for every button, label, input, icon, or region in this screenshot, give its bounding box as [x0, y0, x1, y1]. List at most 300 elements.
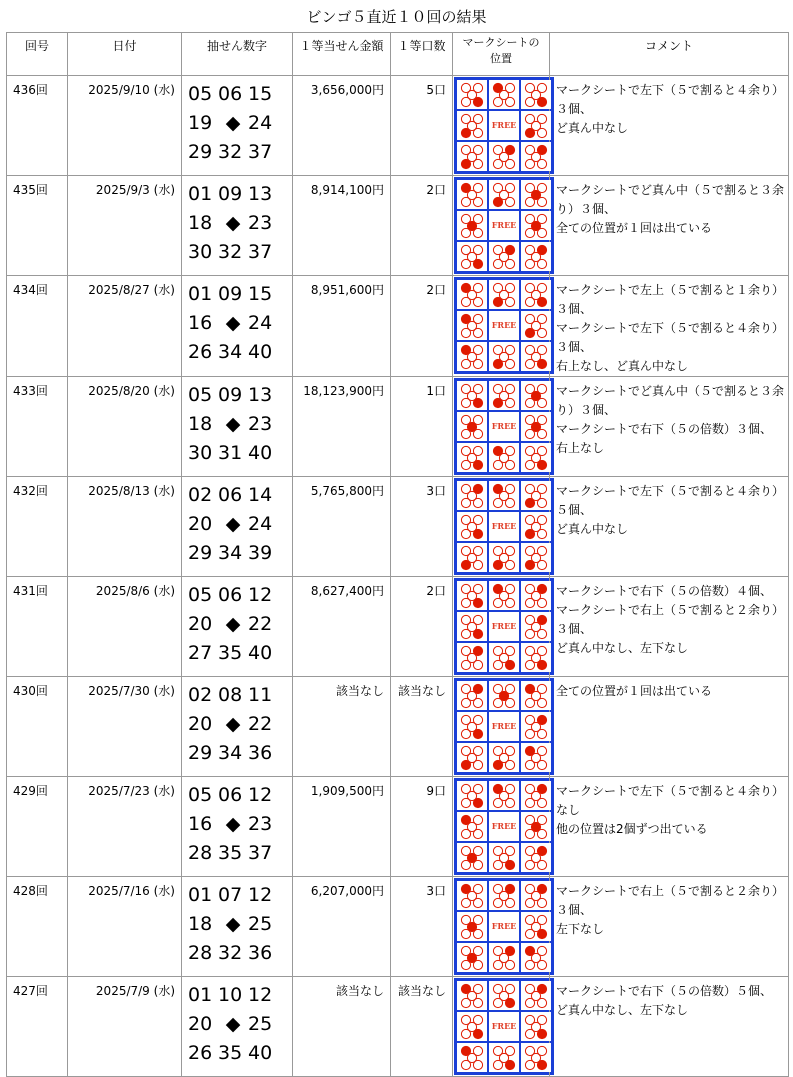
mark-empty: [537, 898, 546, 907]
comment: [550, 677, 789, 777]
prize-amount: 該当なし: [293, 977, 391, 1077]
comment: [550, 377, 789, 477]
mark-filled: [493, 398, 502, 407]
draw-date: 2025/7/9 (水): [68, 977, 182, 1077]
mark-pattern: [457, 681, 487, 710]
mark-pattern: [521, 812, 551, 841]
mark-empty: [505, 960, 514, 969]
mark-filled: [537, 97, 546, 106]
mark-pattern: [457, 311, 487, 340]
winner-count: 2口: [391, 176, 453, 276]
mark-empty: [537, 798, 546, 807]
drawn-numbers: [182, 76, 293, 176]
mark-pattern: [457, 981, 487, 1010]
mark-empty: [525, 960, 534, 969]
free-cell: FREE: [489, 1012, 519, 1041]
mark-cell: [457, 912, 487, 941]
mark-empty: [473, 898, 482, 907]
mark-pattern: [521, 543, 551, 572]
mark-empty: [537, 197, 546, 206]
mark-empty: [537, 998, 546, 1007]
draw-number: 430回: [7, 677, 68, 777]
drawn-number: 37: [248, 241, 273, 263]
mark-pattern: [489, 443, 519, 472]
mark-cell: [521, 412, 551, 441]
mark-cell: [521, 543, 551, 572]
mark-sheet-cell: [453, 477, 550, 577]
mark-empty: [493, 97, 502, 106]
mark-pattern: [521, 912, 551, 941]
mark-empty: [473, 159, 482, 168]
mark-empty: [505, 898, 514, 907]
mark-empty: [525, 629, 534, 638]
mark-empty: [473, 429, 482, 438]
mark-cell: [457, 211, 487, 240]
comment-line: マークシートで左下（５で割ると４余り）３個、: [556, 321, 785, 354]
winner-count: 9口: [391, 777, 453, 877]
mark-empty: [525, 359, 534, 368]
mark-filled: [525, 328, 534, 337]
drawn-number: 31: [218, 442, 243, 464]
mark-empty: [525, 698, 534, 707]
mark-sheet-card: [454, 478, 554, 575]
mark-filled: [473, 798, 482, 807]
mark-sheet-card: [454, 177, 554, 274]
drawn-number: 16: [188, 813, 213, 835]
mark-empty: [525, 898, 534, 907]
mark-empty: [537, 529, 546, 538]
mark-cell: [489, 381, 519, 410]
mark-pattern: [521, 743, 551, 772]
drawn-number: 05: [188, 83, 213, 105]
drawn-number: 12: [248, 784, 273, 806]
mark-cell: [457, 481, 487, 510]
drawn-number: 36: [248, 742, 273, 764]
drawn-number: 26: [188, 1042, 213, 1064]
mark-pattern: [521, 712, 551, 741]
mark-filled: [493, 560, 502, 569]
mark-empty: [461, 228, 470, 237]
drawn-number: 07: [218, 884, 243, 906]
mark-pattern: [521, 211, 551, 240]
mark-sheet-cell: [453, 176, 550, 276]
mark-pattern: [457, 543, 487, 572]
mark-pattern: [521, 311, 551, 340]
drawn-number: 05: [188, 784, 213, 806]
mark-filled: [473, 97, 482, 106]
mark-empty: [493, 798, 502, 807]
mark-filled: [525, 128, 534, 137]
drawn-number: 20: [188, 613, 213, 635]
drawn-number: 32: [218, 241, 243, 263]
free-diamond: ◆: [225, 413, 241, 435]
drawn-number: 40: [248, 1042, 273, 1064]
mark-pattern: [521, 1043, 551, 1072]
comment-line: 全ての位置が１回は出ている: [556, 221, 713, 235]
mark-empty: [473, 228, 482, 237]
mark-empty: [505, 398, 514, 407]
draw-date: 2025/7/30 (水): [68, 677, 182, 777]
mark-pattern: [489, 342, 519, 371]
mark-cell: [521, 812, 551, 841]
mark-empty: [505, 97, 514, 106]
free-diamond: ◆: [225, 212, 241, 234]
mark-sheet-cell: [453, 777, 550, 877]
mark-filled: [525, 498, 534, 507]
drawn-number: 20: [188, 713, 213, 735]
draw-number: 428回: [7, 877, 68, 977]
mark-pattern: [457, 280, 487, 309]
mark-cell: [521, 843, 551, 872]
mark-pattern: [457, 943, 487, 972]
winner-count: 1口: [391, 377, 453, 477]
draw-date: 2025/9/3 (水): [68, 176, 182, 276]
prize-amount: 5,765,800円: [293, 477, 391, 577]
number-row: [188, 939, 292, 968]
drawn-number: 35: [218, 1042, 243, 1064]
mark-empty: [461, 97, 470, 106]
free-cell: FREE: [489, 211, 519, 240]
mark-cell: [457, 242, 487, 271]
drawn-number: 24: [248, 112, 273, 134]
drawn-number: 01: [188, 884, 213, 906]
drawn-number: 25: [248, 913, 273, 935]
drawn-number: 35: [218, 642, 243, 664]
drawn-numbers: [182, 677, 293, 777]
mark-pattern: [489, 843, 519, 872]
number-row: [188, 781, 292, 810]
drawn-number: 20: [188, 1013, 213, 1035]
drawn-numbers: [182, 777, 293, 877]
number-row: [188, 338, 292, 367]
mark-pattern: [521, 381, 551, 410]
mark-cell: [521, 643, 551, 672]
mark-pattern: [489, 543, 519, 572]
drawn-number: 40: [248, 442, 273, 464]
mark-empty: [461, 1029, 470, 1038]
mark-pattern: [457, 381, 487, 410]
number-row: [188, 1010, 292, 1039]
prize-amount: 1,909,500円: [293, 777, 391, 877]
number-row: [188, 739, 292, 768]
mark-empty: [493, 598, 502, 607]
free-diamond: ◆: [225, 913, 241, 935]
mark-empty: [525, 1029, 534, 1038]
drawn-number: 35: [218, 842, 243, 864]
mark-empty: [493, 460, 502, 469]
mark-pattern: [521, 443, 551, 472]
mark-empty: [505, 259, 514, 268]
mark-cell: [521, 912, 551, 941]
mark-empty: [473, 698, 482, 707]
prize-amount: 8,951,600円: [293, 276, 391, 377]
free-cell: FREE: [489, 912, 519, 941]
mark-filled: [525, 529, 534, 538]
draw-date: 2025/8/27 (水): [68, 276, 182, 377]
drawn-number: 29: [188, 542, 213, 564]
header-amount: １等当せん金額: [293, 33, 391, 76]
mark-empty: [461, 860, 470, 869]
draw-number: 431回: [7, 577, 68, 677]
mark-filled: [473, 460, 482, 469]
mark-cell: [457, 180, 487, 209]
mark-sheet-card: [454, 578, 554, 675]
drawn-number: 34: [218, 542, 243, 564]
comment-line: マークシートで右下（５の倍数）３個、: [556, 422, 773, 436]
mark-pattern: [457, 781, 487, 810]
mark-pattern: [457, 743, 487, 772]
mark-empty: [493, 259, 502, 268]
mark-cell: [521, 681, 551, 710]
comment-line: 右上なし、ど真ん中なし: [556, 359, 689, 373]
mark-filled: [537, 929, 546, 938]
mark-pattern: [521, 1012, 551, 1041]
mark-empty: [493, 998, 502, 1007]
comment-line: マークシートで右上（５で割ると２余り）３個、: [556, 603, 785, 636]
mark-empty: [505, 698, 514, 707]
drawn-number: 26: [188, 341, 213, 363]
drawn-number: 23: [248, 413, 273, 435]
mark-pattern: [521, 512, 551, 541]
winner-count: 2口: [391, 577, 453, 677]
mark-pattern: [457, 342, 487, 371]
mark-pattern: [489, 981, 519, 1010]
drawn-number: 15: [248, 283, 273, 305]
mark-empty: [461, 829, 470, 838]
header-numbers: 抽せん数字: [182, 33, 293, 76]
mark-empty: [537, 729, 546, 738]
drawn-number: 37: [248, 842, 273, 864]
drawn-number: 37: [248, 141, 273, 163]
draw-date: 2025/8/20 (水): [68, 377, 182, 477]
mark-cell: [457, 943, 487, 972]
mark-pattern: [457, 211, 487, 240]
mark-cell: [457, 543, 487, 572]
number-row: [188, 610, 292, 639]
free-diamond: ◆: [225, 613, 241, 635]
free-cell: FREE: [489, 612, 519, 641]
free-diamond: ◆: [225, 1013, 241, 1035]
mark-filled: [493, 359, 502, 368]
mark-filled: [473, 259, 482, 268]
header-no: 回号: [7, 33, 68, 76]
mark-cell: [489, 743, 519, 772]
mark-filled: [537, 660, 546, 669]
drawn-numbers: [182, 877, 293, 977]
mark-filled: [473, 629, 482, 638]
mark-filled: [537, 1060, 546, 1069]
number-row: [188, 1039, 292, 1068]
prize-amount: 18,123,900円: [293, 377, 391, 477]
mark-empty: [537, 860, 546, 869]
winner-count: 3口: [391, 877, 453, 977]
comment-line: ど真ん中なし、左下なし: [556, 641, 689, 655]
mark-empty: [525, 228, 534, 237]
mark-pattern: [457, 812, 487, 841]
mark-cell: [521, 311, 551, 340]
mark-pattern: [457, 712, 487, 741]
drawn-number: 02: [188, 684, 213, 706]
mark-cell: [521, 743, 551, 772]
mark-empty: [525, 197, 534, 206]
mark-cell: [457, 412, 487, 441]
mark-cell: [521, 381, 551, 410]
drawn-number: 13: [248, 384, 273, 406]
mark-sheet-card: [454, 778, 554, 875]
mark-sheet-cell: [453, 577, 550, 677]
mark-cell: [489, 581, 519, 610]
mark-empty: [525, 159, 534, 168]
mark-empty: [505, 760, 514, 769]
mark-cell: [521, 981, 551, 1010]
drawn-number: 40: [248, 642, 273, 664]
mark-empty: [473, 760, 482, 769]
drawn-number: 05: [188, 584, 213, 606]
mark-empty: [473, 1060, 482, 1069]
mark-pattern: [521, 142, 551, 171]
mark-filled: [473, 398, 482, 407]
mark-empty: [461, 359, 470, 368]
mark-filled: [473, 1029, 482, 1038]
mark-pattern: [489, 180, 519, 209]
drawn-number: 30: [188, 442, 213, 464]
mark-pattern: [457, 80, 487, 109]
mark-empty: [525, 860, 534, 869]
mark-cell: [489, 242, 519, 271]
mark-pattern: [521, 242, 551, 271]
free-cell: FREE: [489, 712, 519, 741]
mark-pattern: [457, 142, 487, 171]
draw-number: 432回: [7, 477, 68, 577]
mark-pattern: [457, 581, 487, 610]
mark-empty: [473, 498, 482, 507]
number-row: [188, 539, 292, 568]
comment-line: マークシートで右上（５で割ると２余り）３個、: [556, 884, 785, 917]
mark-empty: [505, 159, 514, 168]
mark-empty: [461, 259, 470, 268]
drawn-number: 12: [248, 984, 273, 1006]
mark-empty: [461, 898, 470, 907]
mark-cell: [489, 180, 519, 209]
comment-line: マークシートで左下（５で割ると４余り）なし: [556, 784, 785, 817]
drawn-number: 06: [218, 484, 243, 506]
mark-pattern: [521, 943, 551, 972]
drawn-number: 39: [248, 542, 273, 564]
winner-count: 該当なし: [391, 977, 453, 1077]
mark-empty: [461, 798, 470, 807]
mark-cell: [521, 481, 551, 510]
mark-cell: [457, 1012, 487, 1041]
mark-cell: [521, 111, 551, 140]
mark-pattern: [489, 142, 519, 171]
mark-cell: [457, 812, 487, 841]
mark-sheet-card: [454, 378, 554, 475]
drawn-number: 20: [188, 513, 213, 535]
drawn-number: 01: [188, 984, 213, 1006]
mark-cell: [457, 681, 487, 710]
mark-filled: [461, 128, 470, 137]
number-row: [188, 581, 292, 610]
comment-line: マークシートで左下（５で割ると４余り）５個、: [556, 484, 785, 517]
drawn-number: 32: [218, 942, 243, 964]
prize-amount: 3,656,000円: [293, 76, 391, 176]
mark-cell: [521, 211, 551, 240]
drawn-number: 23: [248, 813, 273, 835]
mark-pattern: [489, 381, 519, 410]
number-row: [188, 710, 292, 739]
mark-empty: [461, 529, 470, 538]
drawn-numbers: [182, 977, 293, 1077]
mark-empty: [505, 598, 514, 607]
mark-pattern: [489, 280, 519, 309]
mark-pattern: [521, 781, 551, 810]
mark-empty: [537, 429, 546, 438]
mark-pattern: [521, 881, 551, 910]
mark-pattern: [521, 843, 551, 872]
drawn-numbers: [182, 276, 293, 377]
mark-cell: [457, 881, 487, 910]
mark-cell: [521, 280, 551, 309]
drawn-number: 24: [248, 312, 273, 334]
drawn-number: 29: [188, 141, 213, 163]
comment-line: ど真ん中なし、左下なし: [556, 1003, 689, 1017]
draw-number: 427回: [7, 977, 68, 1077]
table-row: [7, 677, 789, 777]
mark-pattern: [489, 781, 519, 810]
mark-pattern: [521, 581, 551, 610]
mark-empty: [537, 228, 546, 237]
mark-cell: [489, 1043, 519, 1072]
header-card: マークシートの位置: [453, 33, 550, 76]
mark-empty: [473, 960, 482, 969]
mark-pattern: [489, 242, 519, 271]
free-diamond: ◆: [225, 513, 241, 535]
comment-line: マークシートで左上（５で割ると１余り）３個、: [556, 283, 785, 316]
mark-cell: [521, 581, 551, 610]
mark-sheet-cell: [453, 677, 550, 777]
number-row: [188, 681, 292, 710]
mark-empty: [473, 998, 482, 1007]
drawn-number: 15: [248, 83, 273, 105]
mark-pattern: [521, 412, 551, 441]
mark-filled: [473, 598, 482, 607]
number-row: [188, 410, 292, 439]
table-row: [7, 577, 789, 677]
drawn-number: 36: [248, 942, 273, 964]
results-table: [6, 32, 789, 1077]
winner-count: 該当なし: [391, 677, 453, 777]
mark-empty: [525, 760, 534, 769]
mark-sheet-card: [454, 978, 554, 1075]
number-row: [188, 80, 292, 109]
mark-empty: [537, 259, 546, 268]
mark-cell: [521, 881, 551, 910]
mark-empty: [461, 698, 470, 707]
comment-line: マークシートでど真ん中（５で割ると３余り）３個、: [556, 384, 785, 417]
comment-line: 他の位置は2個ずつ出ている: [556, 822, 708, 836]
mark-pattern: [521, 180, 551, 209]
mark-pattern: [521, 80, 551, 109]
draw-date: 2025/7/23 (水): [68, 777, 182, 877]
number-row: [188, 439, 292, 468]
free-cell: FREE: [489, 812, 519, 841]
mark-pattern: [457, 1043, 487, 1072]
prize-amount: 8,627,400円: [293, 577, 391, 677]
mark-empty: [505, 197, 514, 206]
mark-empty: [473, 328, 482, 337]
comment-line: 全ての位置が１回は出ている: [556, 684, 713, 698]
mark-cell: [521, 1043, 551, 1072]
